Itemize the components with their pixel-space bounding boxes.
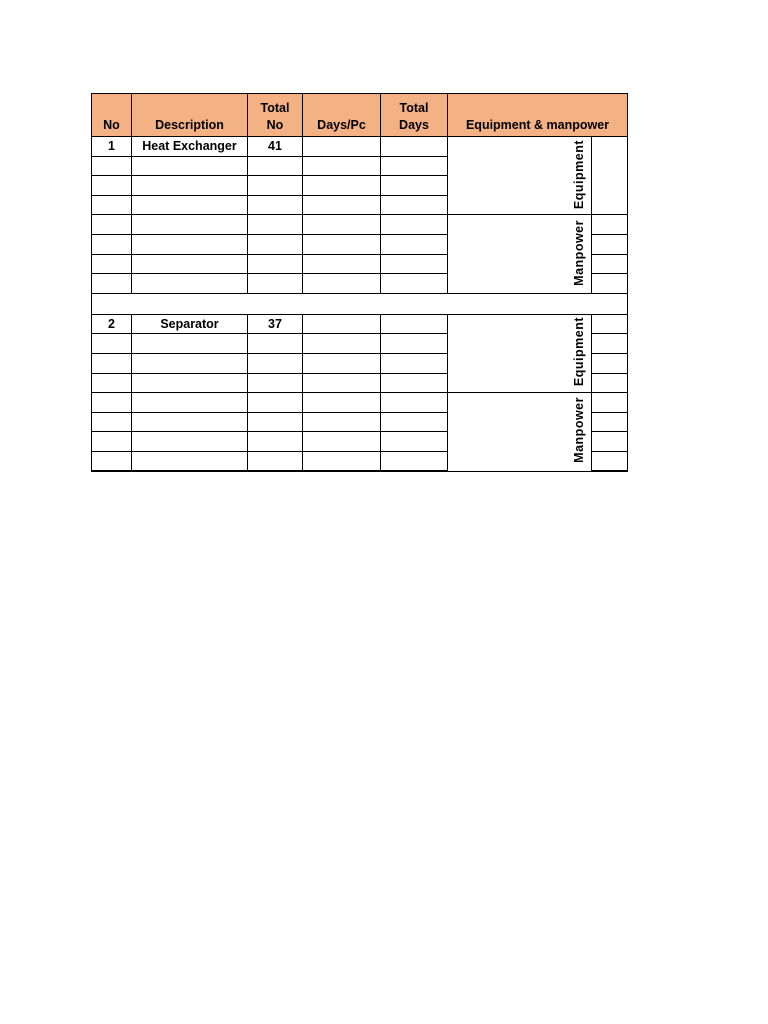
total-days-cell[interactable] [381,412,448,432]
value-cell[interactable] [592,412,628,432]
value-cell[interactable] [592,451,628,471]
total-days-cell[interactable] [381,137,448,157]
item-description[interactable]: Separator [132,314,248,334]
empty-cell[interactable] [132,451,248,471]
item-total-no[interactable]: 37 [248,314,303,334]
value-cell[interactable] [592,393,628,413]
days-pc-cell[interactable] [303,334,381,354]
empty-cell[interactable] [132,156,248,176]
header-description: Description [132,94,248,137]
empty-cell[interactable] [92,373,132,393]
header-total-days-line2: Days [399,118,429,132]
empty-cell[interactable] [248,393,303,413]
empty-cell[interactable] [248,215,303,235]
days-pc-cell[interactable] [303,373,381,393]
empty-cell[interactable] [132,176,248,196]
days-pc-cell[interactable] [303,215,381,235]
empty-cell[interactable] [248,195,303,215]
worksheet [91,93,627,472]
empty-cell[interactable] [92,334,132,354]
empty-cell[interactable] [132,373,248,393]
table-row [92,215,628,235]
value-cell[interactable] [592,254,628,274]
equipment-group [448,137,592,215]
empty-cell[interactable] [248,156,303,176]
empty-cell[interactable] [92,195,132,215]
days-pc-cell[interactable] [303,412,381,432]
empty-cell[interactable] [248,412,303,432]
total-days-cell[interactable] [381,176,448,196]
empty-cell[interactable] [248,451,303,471]
empty-cell[interactable] [248,274,303,294]
empty-cell[interactable] [248,176,303,196]
total-days-cell[interactable] [381,432,448,452]
days-pc-cell[interactable] [303,137,381,157]
header-equipment-manpower: Equipment & manpower [448,94,628,137]
empty-cell[interactable] [132,195,248,215]
empty-cell[interactable] [92,274,132,294]
manpower-group [448,215,592,293]
total-days-cell[interactable] [381,373,448,393]
manpower-label: Manpower [572,219,586,286]
empty-cell[interactable] [132,432,248,452]
days-pc-cell[interactable] [303,195,381,215]
empty-cell[interactable] [92,215,132,235]
days-pc-cell[interactable] [303,314,381,334]
manpower-label: Manpower [572,397,586,464]
table-row [92,393,628,413]
empty-cell[interactable] [248,353,303,373]
days-pc-cell[interactable] [303,393,381,413]
value-cell[interactable] [592,353,628,373]
days-pc-cell[interactable] [303,176,381,196]
estimate-table [91,93,628,472]
equipment-label: Equipment [572,317,586,387]
table-body [92,137,628,472]
value-cell[interactable] [592,334,628,354]
days-pc-cell[interactable] [303,234,381,254]
total-days-cell[interactable] [381,393,448,413]
empty-cell[interactable] [92,176,132,196]
empty-cell[interactable] [132,215,248,235]
item-description[interactable]: Heat Exchanger [132,137,248,157]
total-days-cell[interactable] [381,334,448,354]
empty-cell[interactable] [92,254,132,274]
empty-cell[interactable] [92,393,132,413]
equipment-group [448,314,592,392]
total-days-cell[interactable] [381,254,448,274]
days-pc-cell[interactable] [303,353,381,373]
empty-cell[interactable] [248,373,303,393]
total-days-cell[interactable] [381,353,448,373]
manpower-group [448,393,592,471]
empty-cell[interactable] [248,234,303,254]
total-days-cell[interactable] [381,234,448,254]
empty-cell[interactable] [132,334,248,354]
empty-cell[interactable] [92,234,132,254]
table-row [92,137,628,157]
empty-cell[interactable] [92,451,132,471]
total-days-cell[interactable] [381,195,448,215]
total-days-cell[interactable] [381,314,448,334]
header-total-no [248,94,303,137]
spacer-cell [92,293,628,314]
empty-cell[interactable] [248,254,303,274]
empty-cell[interactable] [132,254,248,274]
header-total-days-line1: Total [399,101,429,115]
empty-cell[interactable] [132,274,248,294]
value-cell[interactable] [592,234,628,254]
equipment-label: Equipment [572,139,586,209]
days-pc-cell[interactable] [303,432,381,452]
empty-cell[interactable] [92,156,132,176]
header-no: No [92,94,132,137]
header-total-no-line2: No [266,118,284,132]
value-cell[interactable] [592,215,628,235]
empty-cell[interactable] [132,353,248,373]
header-row [92,94,628,137]
empty-cell[interactable] [92,432,132,452]
value-cell[interactable] [592,274,628,294]
total-days-cell[interactable] [381,451,448,471]
empty-cell[interactable] [132,412,248,432]
empty-cell[interactable] [132,393,248,413]
days-pc-cell[interactable] [303,156,381,176]
header-days-pc: Days/Pc [303,94,381,137]
item-no[interactable]: 2 [92,314,132,334]
days-pc-cell[interactable] [303,274,381,294]
empty-cell[interactable] [248,334,303,354]
total-days-cell[interactable] [381,156,448,176]
table-row [92,314,628,334]
total-days-cell[interactable] [381,274,448,294]
spacer-row [92,293,628,314]
item-total-no[interactable]: 41 [248,137,303,157]
equipment-value-cell[interactable] [592,137,628,215]
days-pc-cell[interactable] [303,254,381,274]
value-cell[interactable] [592,373,628,393]
header-total-no-line1: Total [260,101,290,115]
days-pc-cell[interactable] [303,451,381,471]
header-total-days [381,94,448,137]
value-cell[interactable] [592,432,628,452]
value-cell[interactable] [592,314,628,334]
empty-cell[interactable] [248,432,303,452]
empty-cell[interactable] [92,353,132,373]
empty-cell[interactable] [92,412,132,432]
item-no[interactable]: 1 [92,137,132,157]
empty-cell[interactable] [132,234,248,254]
total-days-cell[interactable] [381,215,448,235]
